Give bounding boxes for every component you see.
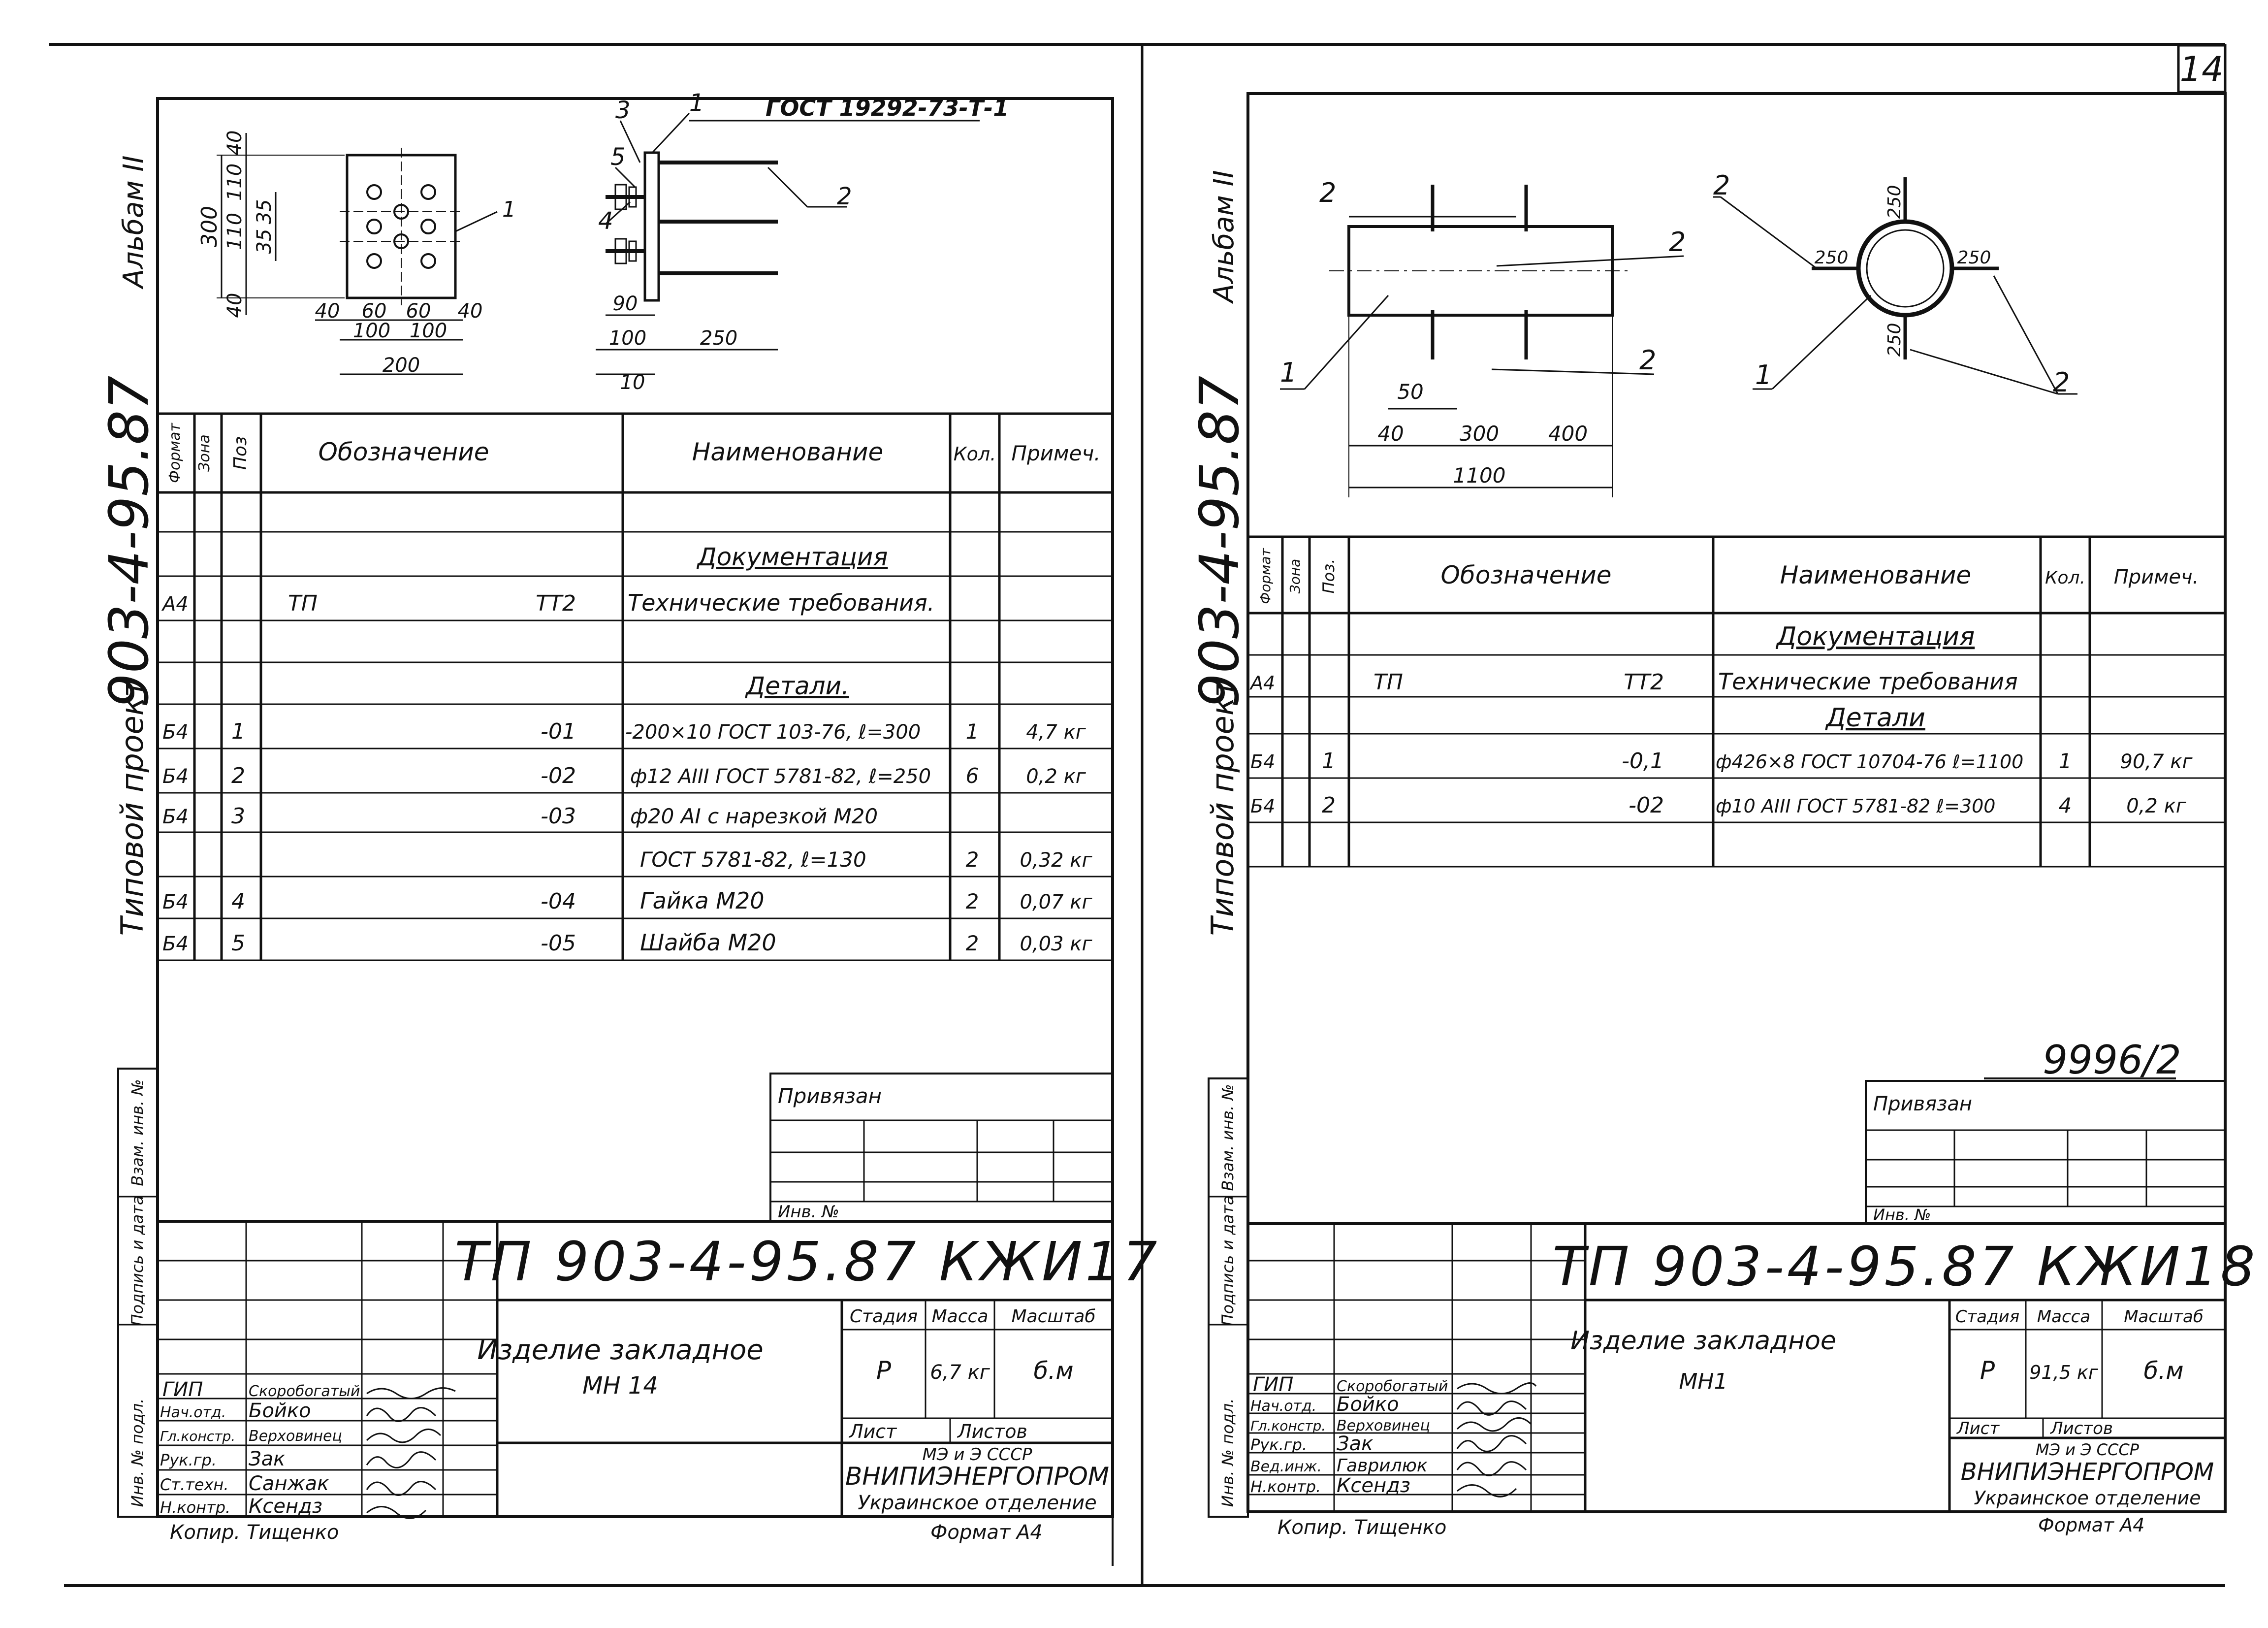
cell-pos: 1 [231, 719, 245, 744]
staff-role: Н.контр. [160, 1498, 231, 1517]
col-note: Примеч. [1011, 441, 1101, 465]
cell-format: Б4 [162, 806, 189, 828]
right-privyazan: Привязан [1873, 1093, 1973, 1115]
left-format: Формат А4 [930, 1521, 1043, 1544]
staff-name: Гаврилюк [1337, 1456, 1428, 1476]
dim-plan: 35 [253, 228, 276, 254]
callout: 2 [1713, 170, 1730, 201]
left-inv-no: Инв. № [778, 1202, 839, 1222]
col-zone: Зона [1287, 558, 1303, 594]
stage-header: Стадия [849, 1306, 918, 1327]
col-pos: Поз [230, 436, 251, 470]
left-side-view [596, 89, 1009, 394]
sheet-header: Лист [849, 1421, 897, 1442]
cell-format: Б4 [162, 721, 189, 744]
stage-value: Р [1980, 1356, 1995, 1385]
cell-format: Б4 [162, 933, 189, 955]
org-institute: ВНИПИЭНЕРГОПРОМ [1960, 1458, 2214, 1486]
table-row [1249, 668, 2018, 695]
side-label: Инв. № подл. [128, 1398, 147, 1507]
org-department: Украинское отделение [1974, 1487, 2201, 1509]
staff-name: Бойко [249, 1400, 311, 1422]
cell-designation-suffix: -01 [541, 719, 576, 744]
col-designation: Обозначение [318, 438, 489, 466]
staff-name: Верховинец [1337, 1417, 1430, 1434]
left-spec-table [158, 414, 1113, 960]
cell-pos: 2 [1322, 793, 1336, 818]
cell-name: ф20 АI с нарезкой М20 [630, 804, 878, 828]
right-item-mark: МН1 [1679, 1369, 1728, 1394]
left-side-stamp [118, 1069, 158, 1517]
staff-name: Санжак [249, 1472, 329, 1495]
staff-role: ГИП [162, 1378, 203, 1401]
page-number: 14 [2179, 49, 2224, 90]
table-row [1250, 749, 2193, 774]
right-privyazan-block [1866, 1081, 2225, 1224]
staff-name: Ксендз [1337, 1474, 1411, 1497]
cell-qty: 6 [965, 764, 979, 788]
col-qty: Кол. [2044, 568, 2086, 588]
org-institute: ВНИПИЭНЕРГОПРОМ [845, 1462, 1110, 1491]
left-project-label: Типовой проект [114, 679, 150, 936]
right-project-label: Типовой проект [1205, 679, 1241, 936]
sheet-header: Лист [1957, 1419, 2000, 1438]
staff-name: Зак [249, 1448, 286, 1470]
cell-designation: ТП [1374, 670, 1403, 695]
dim-plan: 40 [224, 130, 246, 156]
right-album: Альбам II [1208, 170, 1240, 303]
staff-name: Бойко [1337, 1393, 1399, 1416]
table-row [1250, 793, 2187, 818]
side-label: Взам. инв. № [1218, 1084, 1237, 1191]
table-row [161, 589, 934, 616]
section-parts: Детали [1826, 703, 1925, 733]
cell-pos: 1 [1322, 749, 1336, 774]
dim-plan: 40 [224, 293, 246, 318]
mass-value: 91,5 кг [2029, 1362, 2098, 1383]
left-album: Альбам II [118, 155, 150, 288]
right-handwritten-number: 9996/2 [2043, 1037, 2181, 1083]
right-doc-code: ТП 903-4-95.87 КЖИ18 [1552, 1235, 2258, 1298]
stage-value: Р [876, 1356, 892, 1385]
right-pipe-section [1713, 170, 2077, 398]
staff-name: Скоробогатый [249, 1383, 360, 1400]
callout: 1 [1755, 359, 1772, 391]
staff-role: Вед.инж. [1250, 1458, 1322, 1475]
side-label: Подпись и дата [128, 1195, 147, 1326]
dim-plan: 60 [406, 300, 431, 323]
left-sheet [97, 89, 1160, 1566]
staff-role: Ст.техн. [160, 1475, 229, 1494]
cell-designation-suffix: ТТ2 [1624, 670, 1664, 695]
cell-pos: 4 [231, 889, 245, 914]
cell-pos: 5 [231, 931, 245, 956]
cell-name: -200×10 ГОСТ 103-76, ℓ=300 [625, 721, 921, 744]
col-qty: Кол. [953, 443, 996, 465]
sheets-header: Листов [958, 1421, 1027, 1442]
col-note: Примеч. [2113, 566, 2199, 588]
col-format: Формат [166, 423, 184, 483]
left-privyazan-block [770, 1074, 1113, 1222]
dim: 250 [1885, 185, 1905, 219]
scale-header: Масштаб [2124, 1307, 2204, 1327]
left-item-name: Изделие закладное [477, 1334, 764, 1366]
cell-note: 0,2 кг [2126, 795, 2186, 817]
callout: 5 [610, 143, 626, 171]
dim: 250 [1814, 248, 1849, 268]
dim-side: 250 [700, 327, 738, 350]
right-format: Формат А4 [2038, 1514, 2145, 1536]
mass-value: 6,7 кг [930, 1361, 990, 1384]
table-row [162, 929, 1092, 956]
signature-scribbles [1457, 1383, 1536, 1497]
cell-note: 4,7 кг [1026, 721, 1086, 744]
callout: 2 [1639, 345, 1657, 376]
side-label: Подпись и дата [1218, 1195, 1237, 1326]
cell-designation-suffix: -04 [541, 889, 576, 914]
staff-name: Верховинец [249, 1428, 342, 1445]
mass-header: Масса [931, 1306, 989, 1327]
dim-plan: 110 [224, 163, 246, 201]
section-docs: Документация [1776, 622, 1975, 651]
table-row [162, 887, 1092, 914]
dim-plan: 35 [253, 199, 276, 225]
cell-designation-suffix: -02 [541, 763, 576, 788]
callout: 1 [689, 89, 704, 117]
staff-role: ГИП [1253, 1373, 1294, 1396]
left-gost-ref: ГОСТ 19292-73-Т-1 [766, 95, 1009, 121]
cell-note: 0,32 кг [1020, 849, 1092, 872]
cell-format: Б4 [1250, 751, 1276, 773]
cell-name: ф10 АIII ГОСТ 5781-82 ℓ=300 [1716, 795, 1996, 817]
dim-plan: 200 [382, 354, 420, 377]
right-project-code: 903-4-95.87 [1188, 375, 1251, 708]
callout: 2 [837, 183, 852, 210]
callout: 1 [1280, 357, 1297, 388]
org-ministry: МЭ и Э СССР [922, 1445, 1032, 1465]
cell-name: Гайка М20 [640, 887, 765, 914]
cell-format: Б4 [162, 765, 189, 788]
section-docs: Документация [697, 543, 888, 571]
cell-qty: 2 [965, 847, 979, 872]
staff-role: Гл.констр. [1250, 1418, 1326, 1434]
left-title-block [158, 1221, 1160, 1544]
staff-role: Н.контр. [1250, 1477, 1321, 1496]
cell-format: Б4 [1250, 795, 1276, 817]
dim-plan: 60 [361, 300, 387, 323]
cell-designation-suffix: -02 [1629, 793, 1664, 818]
cell-designation-suffix: -05 [541, 931, 576, 956]
cell-qty: 1 [965, 719, 979, 744]
cell-qty: 2 [965, 889, 979, 913]
sheets-header: Листов [2050, 1419, 2113, 1438]
stage-header: Стадия [1955, 1307, 2020, 1327]
cell-format: А4 [162, 593, 189, 616]
callout: 3 [615, 97, 631, 124]
side-label: Взам. инв. № [128, 1079, 147, 1186]
col-name: Наименование [692, 438, 884, 466]
cell-note: 90,7 кг [2120, 750, 2193, 773]
dim: 50 [1397, 380, 1424, 404]
cell-name: ГОСТ 5781-82, ℓ=130 [640, 847, 866, 872]
cell-qty: 2 [965, 931, 979, 955]
callout: 2 [1319, 177, 1337, 208]
col-zone: Зона [196, 434, 213, 472]
staff-name: Скоробогатый [1337, 1378, 1448, 1395]
left-copier: Копир. Тищенко [170, 1521, 339, 1544]
cell-note: 0,07 кг [1020, 891, 1092, 913]
dim: 250 [1957, 248, 1991, 268]
right-side-stamp [1209, 1078, 1248, 1517]
right-item-name: Изделие закладное [1570, 1326, 1836, 1356]
left-item-mark: МН 14 [582, 1372, 658, 1400]
dim-side: 90 [612, 293, 638, 315]
cell-note: 0,03 кг [1020, 933, 1092, 955]
cell-name: Технические требования. [628, 589, 935, 616]
callout: 2 [1669, 227, 1686, 258]
table-row [640, 847, 1092, 872]
cell-qty: 1 [2058, 749, 2072, 773]
cell-designation-suffix: ТТ2 [536, 591, 576, 616]
right-spec-table [1248, 537, 2225, 867]
cell-pos: 2 [231, 763, 245, 788]
org-department: Украинское отделение [858, 1492, 1097, 1514]
dim: 250 [1885, 323, 1905, 357]
cell-qty: 4 [2058, 793, 2072, 817]
scale-value: б.м [1033, 1357, 1074, 1385]
right-title-block [1248, 1224, 2258, 1539]
mass-header: Масса [2037, 1307, 2091, 1327]
dim: 300 [1459, 422, 1500, 446]
staff-name: Зак [1337, 1433, 1374, 1455]
cell-pos: 3 [231, 804, 245, 829]
cell-name: ф12 АIII ГОСТ 5781-82, ℓ=250 [630, 765, 931, 788]
scale-value: б.м [2143, 1357, 2184, 1385]
staff-role: Рук.гр. [160, 1451, 217, 1469]
cell-designation: ТП [288, 591, 318, 616]
scale-header: Масштаб [1011, 1306, 1096, 1327]
left-plan-view [197, 130, 516, 377]
dim-plan: 100 [409, 320, 447, 342]
callout: 1 [502, 197, 516, 222]
cell-note: 0,2 кг [1026, 765, 1086, 788]
callout: 4 [598, 207, 613, 235]
col-name: Наименование [1780, 561, 1972, 589]
staff-role: Нач.отд. [160, 1404, 226, 1421]
staff-role: Рук.гр. [1250, 1435, 1308, 1454]
right-sheet [1188, 94, 2258, 1539]
dim-side: 10 [620, 371, 645, 394]
cell-name: ф426×8 ГОСТ 10704-76 ℓ=1100 [1716, 751, 2024, 773]
left-project-code: 903-4-95.87 [97, 375, 160, 708]
dim-plan: 100 [352, 320, 391, 342]
staff-name: Ксендз [249, 1495, 323, 1518]
side-label: Инв. № подл. [1218, 1398, 1237, 1507]
cell-designation-suffix: -03 [541, 804, 576, 829]
left-privyazan: Привязан [778, 1084, 882, 1108]
dim-plan: 40 [457, 300, 483, 323]
dim-plan: 300 [197, 206, 222, 247]
callout: 2 [2053, 367, 2070, 398]
left-doc-code: ТП 903-4-95.87 КЖИ17 [454, 1230, 1160, 1293]
dim: 400 [1548, 422, 1588, 446]
right-inv-no: Инв. № [1873, 1205, 1931, 1224]
table-row [162, 719, 1086, 744]
col-format: Формат [1257, 548, 1274, 604]
staff-role: Нач.отд. [1250, 1398, 1317, 1415]
section-parts: Детали. [746, 672, 849, 700]
cell-name: Шайба М20 [640, 929, 776, 956]
col-pos: Поз. [1319, 558, 1338, 594]
dim-plan: 40 [315, 300, 340, 323]
dim: 40 [1377, 422, 1404, 446]
dim-side: 100 [608, 327, 647, 350]
org-ministry: МЭ и Э СССР [2036, 1440, 2139, 1459]
table-row [162, 763, 1086, 788]
dim: 1100 [1453, 463, 1506, 488]
staff-role: Гл.констр. [160, 1428, 236, 1444]
signature-scribbles [367, 1388, 455, 1519]
table-row [162, 804, 878, 829]
right-pipe-view [1280, 177, 1686, 497]
cell-designation-suffix: -0,1 [1622, 749, 1664, 774]
col-designation: Обозначение [1440, 561, 1612, 589]
cell-format: Б4 [162, 891, 189, 913]
dim-plan: 110 [224, 212, 246, 251]
cell-format: А4 [1250, 672, 1276, 694]
cell-name: Технические требования [1718, 668, 2018, 695]
right-copier: Копир. Тищенко [1278, 1516, 1447, 1539]
